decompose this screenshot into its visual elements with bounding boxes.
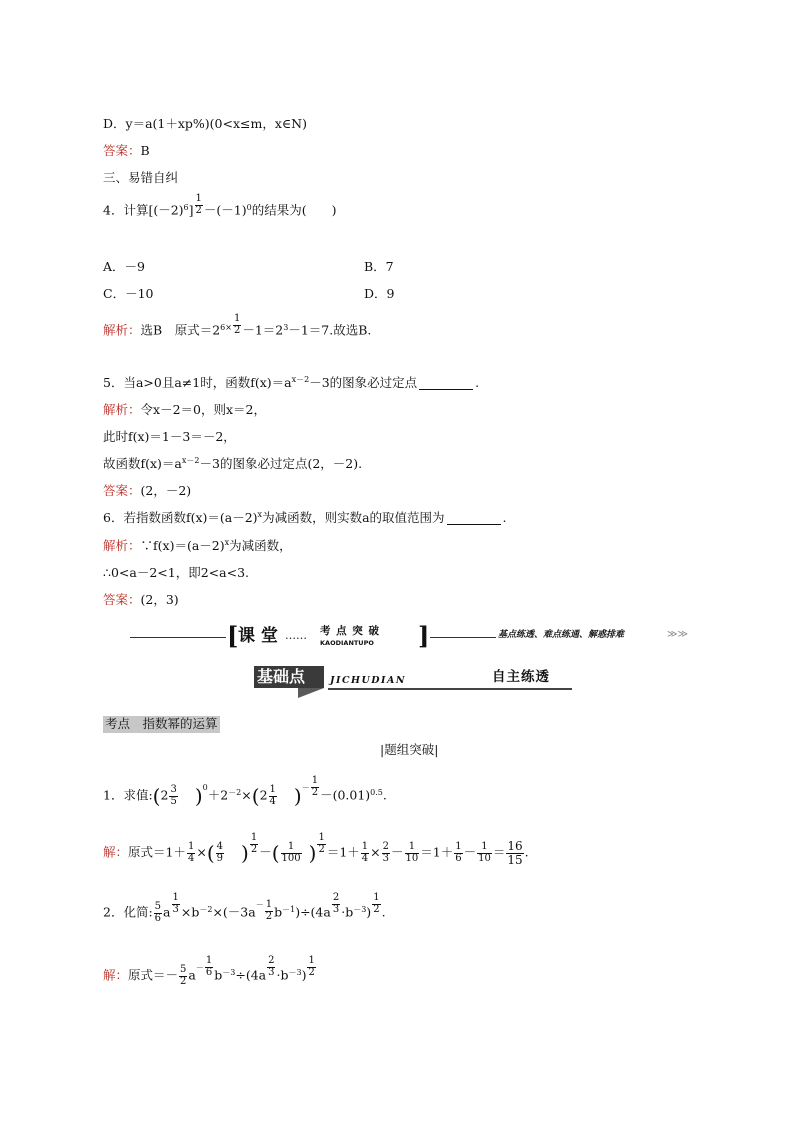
group-title: |题组突破| <box>380 742 439 757</box>
banner-bracket-right: ] <box>418 621 430 650</box>
q4-option-a: A．－9 <box>103 259 145 274</box>
q4-solution: 解析：选B 原式$=2^{6\times}$ $\frac{1}{2}$ $-1=2^3-1=7$.故选B. <box>103 313 372 338</box>
answer-value: B <box>140 143 150 158</box>
q4-suffix: 的结果为( ) <box>251 202 337 218</box>
banner-rule-left <box>130 637 226 638</box>
q6-answer: 答案：(2，3) <box>103 592 179 607</box>
topic-label: 考点 指数幂的运算 <box>105 716 218 731</box>
banner-kaodian: 考 点 突 破 <box>320 625 380 637</box>
q4-sol-label: 解析： <box>103 322 141 338</box>
question-6: 6．若指数函数$f(x)=(a-2)^x$为减函数，则实数a的取值范围为 . <box>103 510 507 525</box>
q4-option-b: B．7 <box>364 259 394 274</box>
q5-answer: 答案：(2，－2) <box>103 483 192 498</box>
q6-sol-line1: 解析：$\because f(x)=(a-2)^x$为减函数， <box>103 538 292 553</box>
section-banner <box>130 622 690 654</box>
q5-sol-line3: 故函数$f(x)=a^{x-2}-3$的图象必过定点(2，－2). <box>103 456 363 471</box>
q4-rest: －(－1) <box>203 202 247 218</box>
q5-blank <box>419 388 473 390</box>
q4-option-d: D．9 <box>364 286 395 301</box>
problem-2: 2．化简: $\frac{5}{6}$ a $\frac{1}{3}$ $\times b^{-2}\times(-3a^-$ $\frac{1}{2}$ $b^{-1})\div(4a$ $\frac{2}{3}$ $\cdot b^{-3}$) $\frac{1}{2}$ . <box>103 892 386 924</box>
banner-dots: …… <box>285 629 307 642</box>
problem-1: 1．求值:(2 $\frac{3}{5}$ )$^0+2^{-2}\times(2$ $\frac{1}{4}$ )－ $\frac{1}{2}$ $-(0.01)^{0.5}$. <box>103 775 387 808</box>
jichu-title-tab <box>298 688 324 698</box>
jichu-banner <box>254 666 572 700</box>
section-title: 三、易错自纠 <box>103 170 179 185</box>
q5-sol-line2: 此时f(x)＝1－3＝－2， <box>103 429 236 444</box>
question-4 <box>103 193 337 222</box>
banner-tagline: 基点练透、难点练通、解惑排难 <box>498 630 625 640</box>
jichu-right: 自主练透 <box>492 669 550 685</box>
option-d: D．y＝a(1＋xp%)(0<x≤m，x∈N) <box>103 116 307 131</box>
q4-exp0: 0 <box>246 202 252 212</box>
jichu-pinyin: JICHUDIAN <box>330 675 406 686</box>
jichu-rule <box>328 688 572 690</box>
banner-rule-right <box>430 637 496 638</box>
answer-line <box>103 145 150 158</box>
solution-2: 解：原式＝－ $\frac{5}{2}$ a－ $\frac{1}{6}$ $b^{-3}\div(4a$ $\frac{2}{3}$ $\cdot b^{-3}$) $\frac{1}{2}$ <box>103 955 315 987</box>
banner-kaodian-pinyin: KAODIANTUPO <box>320 639 374 647</box>
banner-arrows-icon: ≫≫ <box>667 629 688 640</box>
question-5: 5．当a>0且a≠1时，函数$f(x)=a^{x-2}-3$的图象必过定点 . <box>103 375 480 390</box>
q4-exp-frac: $\frac{1}{2}$ <box>195 193 202 216</box>
q6-sol-line2: ∴0<a－2<1，即2<a<3. <box>103 565 249 580</box>
q4-option-c: C．－10 <box>103 286 154 301</box>
banner-ketang: 课 堂 <box>238 626 278 646</box>
q6-blank <box>447 523 501 525</box>
q4-exp6: 6 <box>183 202 189 212</box>
banner-bracket-left: [ <box>227 621 239 650</box>
q4-bracket: ] <box>188 202 194 218</box>
answer-label: 答案： <box>103 143 141 158</box>
jichu-title: 基础点 <box>257 667 306 686</box>
q5-sol-line1: 解析：令x－2＝0，则x＝2， <box>103 402 266 417</box>
solution-1: 解：原式＝1＋ $\frac{1}{4}$ ×( $\frac{4}{9}$ ) $\frac{1}{2}$ －( $\frac{1}{100}$ ) $\frac{1}{2}$ ＝1＋ $\frac{1}{4}$ × $\frac{2}{3}$ － $\frac{1}{10}$ ＝1＋ $\frac{1}{6}$ － $\frac{1}{10}$ ＝ $\frac{16}{15}$ . <box>103 832 529 867</box>
q4-prefix: 4．计算[(－2) <box>103 202 184 218</box>
